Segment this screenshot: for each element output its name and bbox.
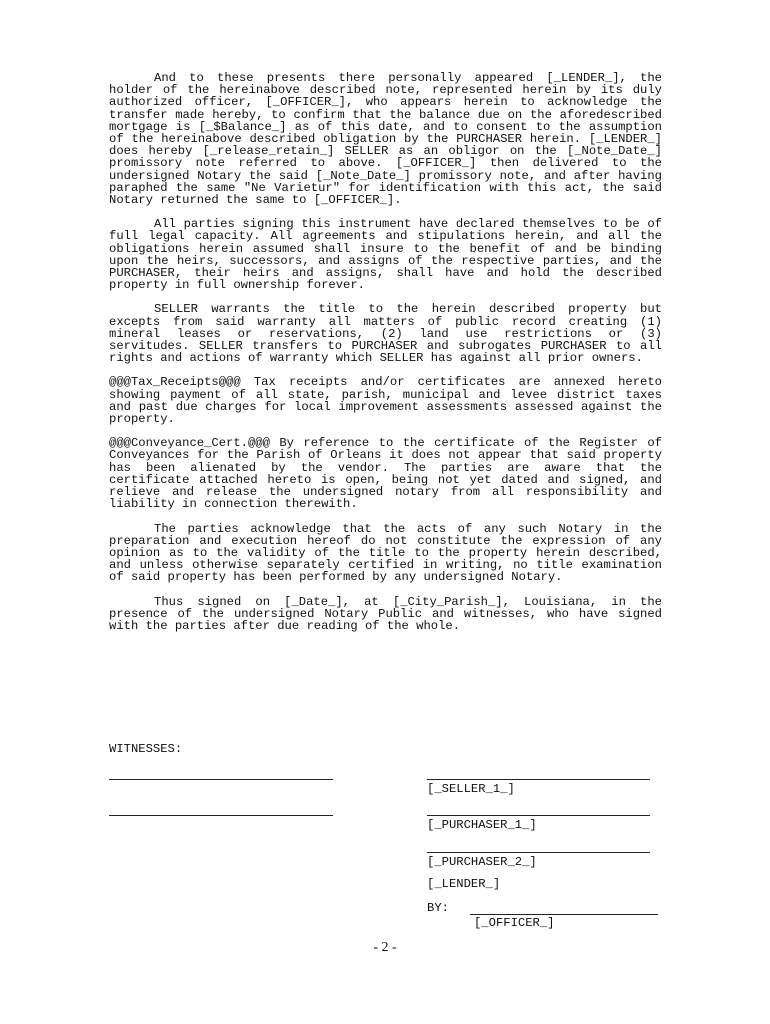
lender-label: [_LENDER_] (427, 877, 501, 891)
purchaser-2-signature-block (427, 852, 650, 869)
tax-receipts-paragraph: @@@Tax_Receipts@@@ Tax receipts and/or certificates are annexed hereto showing payment of all state, parish, municipal and levee district taxes and past due charges for local improvement assessments assessed against the property. (109, 375, 662, 427)
lender-appearance-paragraph: And to these presents there personally appeared [_LENDER_], the holder of the hereinabove described note, represented herein by its duly authorized officer, [_OFFICER_], who appears herein to acknowledge the transfer made hereby, to confirm that the balance due on the aforedescribed mortgage is [_$Balance_] as of this date, and to consent to the assumption of the hereinabove described obligation by the PURCHASER herein. [_LENDER_] does hereby [_release_retain_] SELLER as an obligor on the [_Note_Date_] promissory note referred to above. [_OFFICER_] then delivered to the undersigned Notary the said [_Note_Date_] promissory note, and after having paraphed the same "Ne Varietur" for identification with this act, the said Notary returned the same to [_OFFICER_]. (109, 71, 662, 208)
witnesses-label: WITNESSES: (109, 742, 183, 756)
purchaser-2-label: [_PURCHASER_2_] (427, 855, 537, 869)
body-text (109, 72, 662, 644)
purchaser-1-signature-block (427, 815, 650, 832)
signature-line (427, 815, 650, 816)
seller-1-label: [_SELLER_1_] (427, 782, 515, 796)
page-number: - 2 - (373, 940, 397, 955)
signature-line (427, 852, 650, 853)
legal-capacity-paragraph: All parties signing this instrument have declared themselves to be of full legal capacity. All agreements and stipulations herein, and all the obligations herein assumed shall insure to the benefit of and be binding upon the heirs, successors, and assigns of the respective parties, and the PURCHASER, their heirs and assigns, shall have and hold the described property in full ownership forever. (109, 217, 662, 293)
purchaser-1-label: [_PURCHASER_1_] (427, 818, 537, 832)
thus-signed-paragraph: Thus signed on [_Date_], at [_City_Parish_], Louisiana, in the presence of the undersigned Notary Public and witnesses, who have signed with the parties after due reading of the whole. (109, 594, 662, 633)
warranty-paragraph: SELLER warrants the title to the herein described property but excepts from said warranty all matters of public record creating (1) mineral leases or reservations, (2) land use restrictions or (3) servitudes. SELLER transfers to PURCHASER and subrogates PURCHASER to all rights and actions of warranty which SELLER has against all prior owners. (109, 302, 662, 366)
witness-signature-line-2 (109, 815, 333, 816)
signature-line (470, 914, 658, 915)
witness-signature-line-1 (109, 779, 333, 780)
officer-signature-block (470, 914, 658, 930)
officer-label: [_OFFICER_] (474, 916, 555, 930)
signature-line (427, 779, 650, 780)
notary-acknowledgment-paragraph: The parties acknowledge that the acts of any such Notary in the preparation and execution hereof do not constitute the expression of any opinion as to the validity of the title to the property herein described, and unless otherwise separately certified in writing, no title examination of said property has been performed by any undersigned Notary. (109, 521, 662, 585)
seller-1-signature-block (427, 779, 650, 796)
by-label: BY: (427, 901, 449, 915)
conveyance-certificate-paragraph: @@@Conveyance_Cert.@@@ By reference to the certificate of the Register of Conveyances for the Parish of Orleans it does not appear that said property has been alienated by the vendor. The parties are aware that the certificate attached hereto is open, being not yet dated and signed, and relieve and release the undersigned notary from all responsibility and liability in connection therewith. (109, 436, 662, 512)
